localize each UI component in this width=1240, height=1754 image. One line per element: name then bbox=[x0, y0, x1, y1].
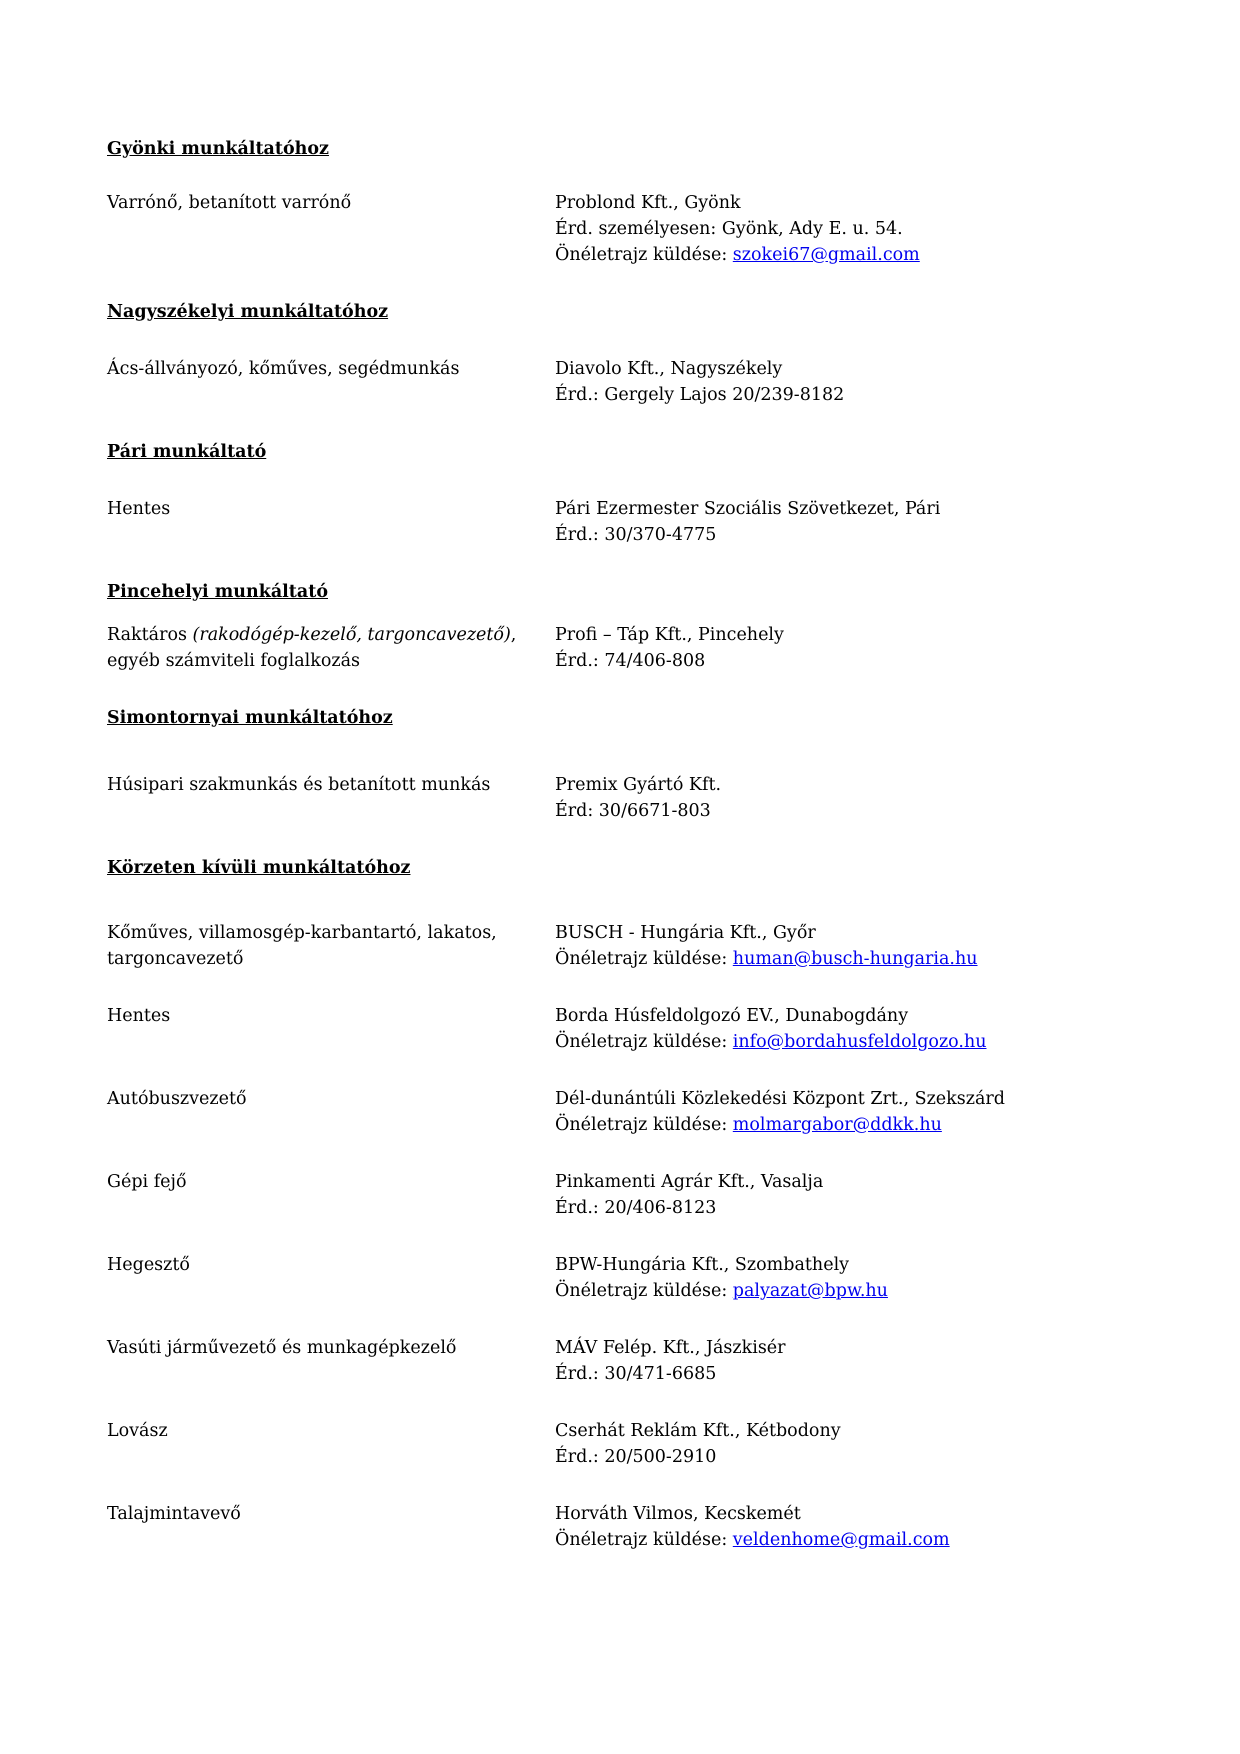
job-title bbox=[107, 920, 555, 972]
employer-info bbox=[555, 1003, 1150, 1055]
job-entry bbox=[107, 1086, 1150, 1138]
email-prefix: Önéletrajz küldése: bbox=[555, 1115, 733, 1135]
section-heading: Pincehelyi munkáltató bbox=[107, 582, 328, 602]
section-gyonk bbox=[107, 136, 1150, 268]
email-prefix: Önéletrajz küldése: bbox=[555, 245, 733, 265]
job-title bbox=[107, 622, 555, 674]
email-link[interactable]: human@busch-hungaria.hu bbox=[732, 949, 978, 969]
job-title-line: targoncavezető bbox=[107, 949, 244, 969]
job-title-line: Kőműves, villamosgép-karbantartó, lakatos, bbox=[107, 923, 497, 943]
employer-contact: Érd.: 20/500-2910 bbox=[555, 1447, 717, 1467]
employer-info bbox=[555, 1335, 1150, 1387]
employer-name: BUSCH - Hungária Kft., Győr bbox=[555, 923, 816, 943]
email-prefix: Önéletrajz küldése: bbox=[555, 1281, 733, 1301]
employer-name: MÁV Felép. Kft., Jászkisér bbox=[555, 1338, 786, 1358]
job-title-line: Gépi fejő bbox=[107, 1172, 187, 1192]
email-link[interactable]: palyazat@bpw.hu bbox=[732, 1281, 888, 1301]
job-title bbox=[107, 1501, 555, 1527]
job-title bbox=[107, 1169, 555, 1195]
employer-name: BPW-Hungária Kft., Szombathely bbox=[555, 1255, 850, 1275]
job-entry bbox=[107, 1252, 1150, 1304]
job-title-line: egyéb számviteli foglalkozás bbox=[107, 651, 361, 671]
employer-email-line bbox=[555, 1029, 1150, 1055]
job-entry bbox=[107, 1169, 1150, 1221]
employer-email-line bbox=[555, 1527, 1150, 1553]
section-heading: Nagyszékelyi munkáltatóhoz bbox=[107, 302, 389, 322]
job-title bbox=[107, 496, 555, 522]
job-title-suffix: , bbox=[510, 625, 517, 645]
employer-info bbox=[555, 622, 1150, 674]
employer-name: Premix Gyártó Kft. bbox=[555, 775, 722, 795]
employer-email-line bbox=[555, 946, 1150, 972]
employer-info bbox=[555, 1086, 1150, 1138]
employer-email-line bbox=[555, 1112, 1150, 1138]
job-entry bbox=[107, 1501, 1150, 1553]
employer-info bbox=[555, 496, 1150, 548]
email-link[interactable]: veldenhome@gmail.com bbox=[732, 1530, 950, 1550]
section-nagyszekely bbox=[107, 299, 1150, 408]
job-title bbox=[107, 190, 555, 216]
job-title-line: Talajmintavevő bbox=[107, 1504, 241, 1524]
employer-info bbox=[555, 920, 1150, 972]
email-link[interactable]: molmargabor@ddkk.hu bbox=[732, 1115, 942, 1135]
job-title bbox=[107, 1003, 555, 1029]
employer-contact: Érd.: 20/406-8123 bbox=[555, 1198, 717, 1218]
job-title bbox=[107, 1335, 555, 1361]
job-entry bbox=[107, 772, 1150, 824]
section-heading: Simontornyai munkáltatóhoz bbox=[107, 708, 393, 728]
employer-name: Cserhát Reklám Kft., Kétbodony bbox=[555, 1421, 841, 1441]
job-title-line: Autóbuszvezető bbox=[107, 1089, 247, 1109]
employer-name: Pári Ezermester Szociális Szövetkezet, Pári bbox=[555, 499, 941, 519]
job-entry bbox=[107, 1418, 1150, 1470]
employer-name: Pinkamenti Agrár Kft., Vasalja bbox=[555, 1172, 824, 1192]
job-title-line bbox=[107, 622, 531, 648]
job-entry bbox=[107, 1335, 1150, 1387]
email-prefix: Önéletrajz küldése: bbox=[555, 1530, 733, 1550]
section-pincehely bbox=[107, 579, 1150, 674]
employer-name: Problond Kft., Gyönk bbox=[555, 193, 741, 213]
employer-info bbox=[555, 1501, 1150, 1553]
job-title bbox=[107, 1418, 555, 1444]
employer-contact: Érd.: Gergely Lajos 20/239-8182 bbox=[555, 385, 845, 405]
job-entry bbox=[107, 920, 1150, 972]
employer-name: Horváth Vilmos, Kecskemét bbox=[555, 1504, 801, 1524]
section-heading: Gyönki munkáltatóhoz bbox=[107, 139, 329, 159]
job-title-line: Hegesztő bbox=[107, 1255, 190, 1275]
job-title bbox=[107, 1252, 555, 1278]
employer-contact: Érd: 30/6671-803 bbox=[555, 801, 711, 821]
employer-info bbox=[555, 356, 1150, 408]
job-title-line: Vasúti járművezető és munkagépkezelő bbox=[107, 1338, 457, 1358]
job-entry bbox=[107, 1003, 1150, 1055]
email-link[interactable]: szokei67@gmail.com bbox=[732, 245, 920, 265]
job-title-prefix: Raktáros bbox=[107, 625, 193, 645]
job-entry bbox=[107, 496, 1150, 548]
employer-email-line bbox=[555, 242, 1150, 268]
employer-info bbox=[555, 1418, 1150, 1470]
job-title-line: Hentes bbox=[107, 1006, 171, 1026]
employer-contact: Érd. személyesen: Gyönk, Ady E. u. 54. bbox=[555, 219, 903, 239]
employer-info bbox=[555, 1169, 1150, 1221]
job-title-line: Hentes bbox=[107, 499, 171, 519]
job-title bbox=[107, 1086, 555, 1112]
employer-contact: Érd.: 30/471-6685 bbox=[555, 1364, 717, 1384]
job-title-line: Lovász bbox=[107, 1421, 168, 1441]
section-heading: Pári munkáltató bbox=[107, 442, 267, 462]
section-simontornya bbox=[107, 705, 1150, 824]
employer-name: Borda Húsfeldolgozó EV., Dunabogdány bbox=[555, 1006, 909, 1026]
employer-info bbox=[555, 1252, 1150, 1304]
job-title-line: Varrónő, betanított varrónő bbox=[107, 193, 352, 213]
email-prefix: Önéletrajz küldése: bbox=[555, 1032, 733, 1052]
job-title-line: Húsipari szakmunkás és betanított munkás bbox=[107, 775, 491, 795]
job-title bbox=[107, 772, 555, 798]
section-heading: Körzeten kívüli munkáltatóhoz bbox=[107, 858, 411, 878]
job-title-italic: (rakodógép-kezelő, targoncavezető) bbox=[192, 625, 511, 645]
email-prefix: Önéletrajz küldése: bbox=[555, 949, 733, 969]
employer-info bbox=[555, 190, 1150, 268]
employer-contact: Érd.: 74/406-808 bbox=[555, 651, 706, 671]
employer-name: Profi – Táp Kft., Pincehely bbox=[555, 625, 784, 645]
employer-name: Dél-dunántúli Közlekedési Központ Zrt., Szekszárd bbox=[555, 1089, 1005, 1109]
section-korzeten-kivuli bbox=[107, 855, 1150, 1553]
job-title bbox=[107, 356, 555, 382]
employer-contact: Érd.: 30/370-4775 bbox=[555, 525, 717, 545]
employer-info bbox=[555, 772, 1150, 824]
employer-email-line bbox=[555, 1278, 1150, 1304]
job-title-line: Ács-állványozó, kőműves, segédmunkás bbox=[107, 359, 460, 379]
email-link[interactable]: info@bordahusfeldolgozo.hu bbox=[732, 1032, 987, 1052]
section-pari bbox=[107, 439, 1150, 548]
job-entry bbox=[107, 190, 1150, 268]
employer-name: Diavolo Kft., Nagyszékely bbox=[555, 359, 783, 379]
job-entry bbox=[107, 356, 1150, 408]
job-entry bbox=[107, 622, 1150, 674]
